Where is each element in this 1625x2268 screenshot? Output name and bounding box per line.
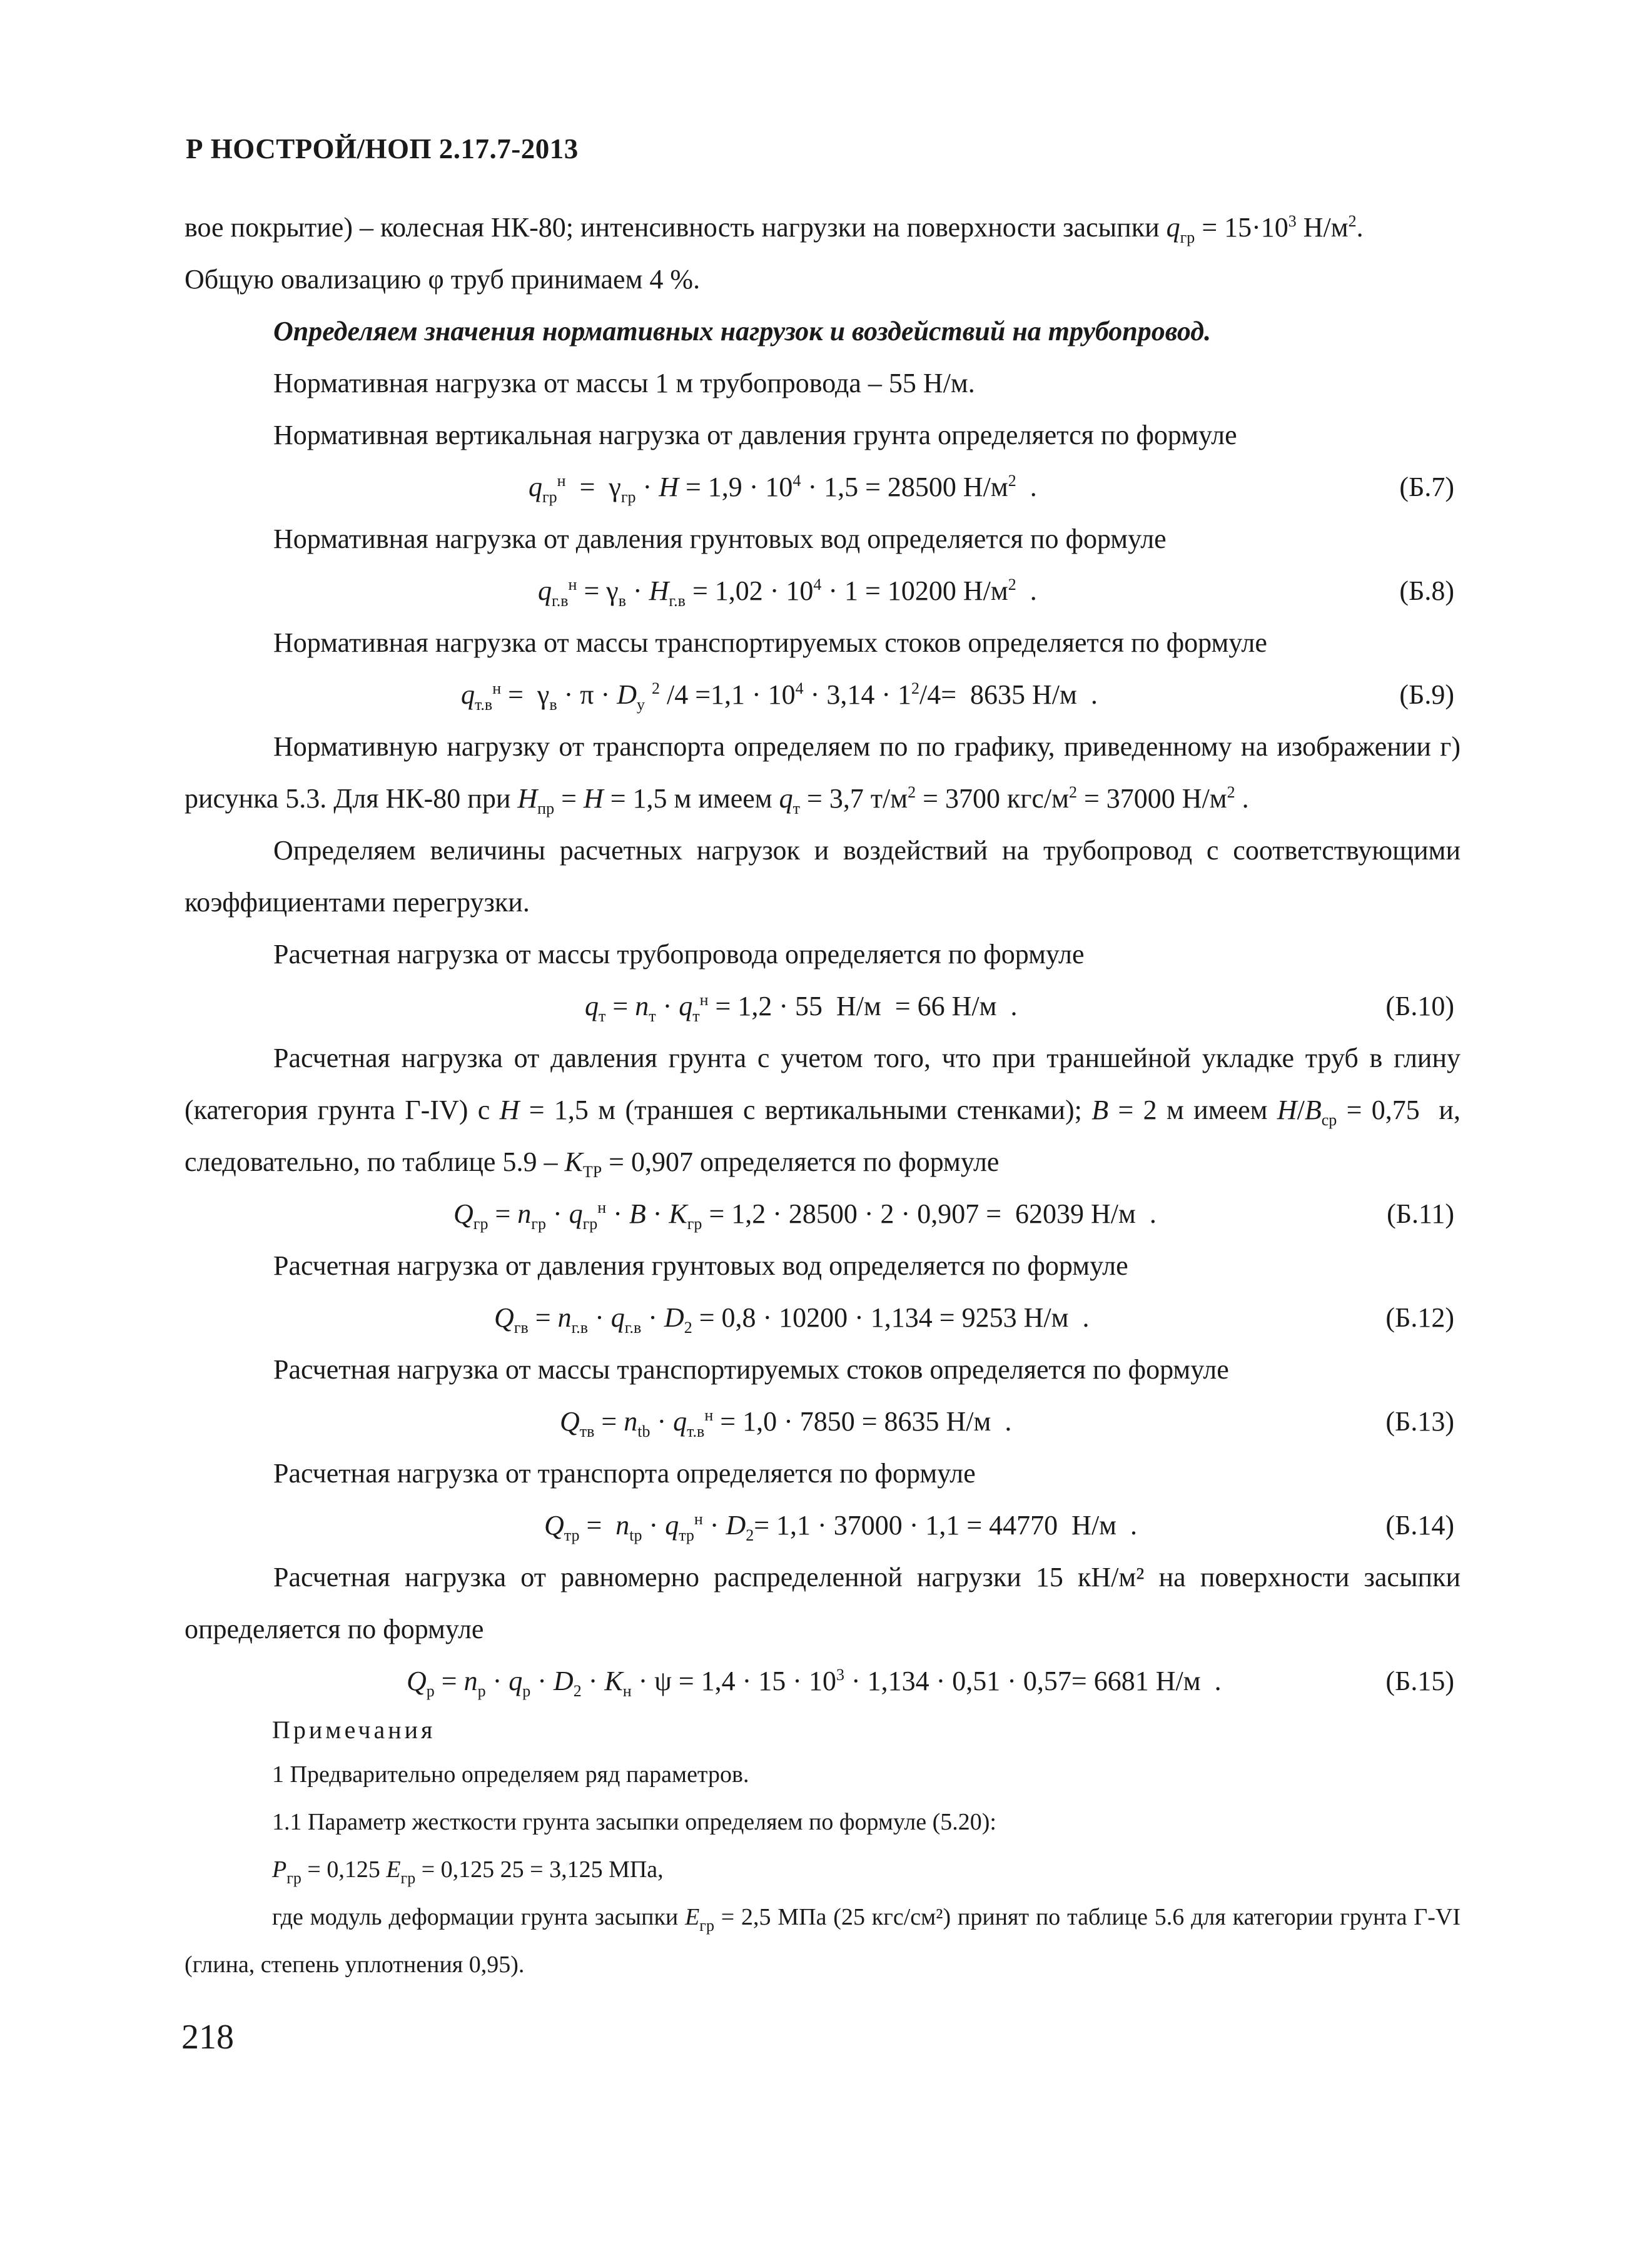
formula-number: (Б.9) (1399, 679, 1454, 710)
paragraph-design-transport: Расчетная нагрузка от транспорта определяется по формуле (273, 1458, 976, 1489)
note-1: 1 Предварительно определяем ряд параметров. (272, 1761, 749, 1788)
formula-number: (Б.11) (1387, 1198, 1454, 1229)
note-1-1: 1.1 Параметр жесткости грунта засыпки определяем по формуле (5.20): (272, 1809, 996, 1835)
note-stiffness-formula: $P_{гр} = 0,125$ $E_{гр} = 0,125$ 25 = 3,125 МПа, (272, 1856, 664, 1887)
formula-number: (Б.15) (1385, 1666, 1454, 1696)
formula-b8: $q_{г.в}^н = \gamma_в \cdot H_{г.в} = 1,02 \cdot 10^4 \cdot 1 = 10200$ $Н/м^2$ . (Б.8) (185, 565, 1460, 617)
formula-number: (Б.8) (1399, 575, 1454, 606)
paragraph-pipe-mass: Нормативная нагрузка от массы 1 м трубопровода – 55 Н/м. (273, 368, 975, 398)
document-header: Р НОСТРОЙ/НОП 2.17.7-2013 (186, 133, 579, 165)
notes-title: Примечания (272, 1716, 436, 1744)
note-modulus-explanation: где модуль деформации грунта засыпки $E_{гр} = 2,5$ МПа (25 кгс/см²) принят по таблице 5.6 для категории грунта Г-VI (глина, степень уплотнения 0,95). (185, 1904, 1460, 1978)
paragraph-design-pipe-mass: Расчетная нагрузка от массы трубопровода определяется по формуле (273, 939, 1085, 969)
formula-number: (Б.14) (1385, 1510, 1454, 1541)
formula-number: (Б.10) (1385, 991, 1454, 1021)
paragraph-distributed-load: Расчетная нагрузка от равномерно распределенной нагрузки 15 кН/м² на поверхности засыпки определяется по формуле (185, 1562, 1460, 1644)
paragraph-design-soil-pressure: Расчетная нагрузка от давления грунта с учетом того, что при траншейной укладке труб в глину (категория грунта Г-IV) с H = 1,5 м (траншея с вертикальными стенками); B = 2 м имеем $H/B_{ср} = 0,75$ и, следовательно, по таблице $5.9 - K_{ТР} = 0,907$ определяется по формуле (185, 1043, 1460, 1181)
section-heading: Определяем значения нормативных нагрузок и воздействий на трубопровод. (273, 316, 1212, 347)
page-content (185, 201, 1460, 1988)
paragraph-design-groundwater: Расчетная нагрузка от давления грунтовых вод определяется по формуле (273, 1250, 1128, 1281)
paragraph-soil-pressure: Нормативная вертикальная нагрузка от давления грунта определяется по формуле (273, 420, 1237, 450)
formula-b11: $Q_{гр} = n_{гр} \cdot q_{гр}^н \cdot B \cdot K_{гр} = 1,2 \cdot 28500 \cdot 2 \cdot 0,907 = 62039$ Н/м . (Б.11) (185, 1188, 1460, 1240)
formula-b14: $Q_{тр} = n_{tp} \cdot q_{тр}^н \cdot D_2= 1,1 \cdot 37000 \cdot 1,1 = 44770$ Н/м . (Б.14) (185, 1499, 1460, 1551)
paragraph-transport-load: Нормативную нагрузку от транспорта определяем по по графику, приведенному на изображении г) рисунка 5.3. Для НК-80 при $H_{пр} = H = 1,5$ м имеем $q_т = 3,7$ $т/м^2 = 3700$ кгс/$м^2 = 37000$ $Н/м^2$ . (185, 731, 1460, 818)
paragraph-design-loads: Определяем величины расчетных нагрузок и воздействий на трубопровод с соответствующими коэффициентами перегрузки. (185, 835, 1460, 918)
formula-b15: $Q_р = n_р \cdot q_р \cdot D_2 \cdot K_н \cdot \psi = 1,4 \cdot 15 \cdot 10^3 \cdot 1,134 \cdot 0,51 \cdot 0,57= 6681$ Н/м . (Б.15) (185, 1655, 1460, 1707)
formula-b10: $q_т = n_т \cdot q_т^н = 1,2 \cdot 55$ Н/м = 66 Н/м . (Б.10) (185, 980, 1460, 1032)
page-number: 218 (181, 2018, 234, 2057)
formula-number: (Б.12) (1385, 1302, 1454, 1333)
formula-b13: $Q_{тв} = n_{tb} \cdot q_{т.в}^н = 1,0 \cdot 7850 = 8635$ Н/м . (Б.13) (185, 1395, 1460, 1447)
paragraph-load-intensity: вое покрытие) – колесная НК-80; интенсивность нагрузки на поверхности засыпки $q_{гр} = 15\cdot 10^3$ $Н/м^2$. Общую овализацию φ труб принимаем 4 %. (185, 212, 1364, 295)
formula-b7: $q_{гр}^н = \gamma_{гр} \cdot H = 1,9 \cdot 10^4 \cdot 1,5 = 28500$ $Н/м^2$ . (Б.7) (185, 461, 1460, 513)
paragraph-groundwater: Нормативная нагрузка от давления грунтовых вод определяется по формуле (273, 524, 1167, 554)
formula-number: (Б.13) (1385, 1406, 1454, 1437)
formula-b9: $q_{т.в}^н = \gamma_в \cdot \pi \cdot D_у$ $^2$ $/4 =1,1 \cdot 10^4 \cdot 3,14 \cdot 1^2/4= 8635$ Н/м . (Б.9) (185, 669, 1460, 721)
paragraph-transported-flow: Нормативная нагрузка от массы транспортируемых стоков определяется по формуле (273, 627, 1267, 658)
paragraph-design-flow: Расчетная нагрузка от массы транспортируемых стоков определяется по формуле (273, 1354, 1229, 1385)
formula-number: (Б.7) (1399, 472, 1454, 502)
formula-b12: $Q_{гв} = n_{г.в} \cdot q_{г.в} \cdot D_2 = 0,8 \cdot 10200 \cdot 1,134 = 9253$ Н/м . (Б.12) (185, 1292, 1460, 1344)
